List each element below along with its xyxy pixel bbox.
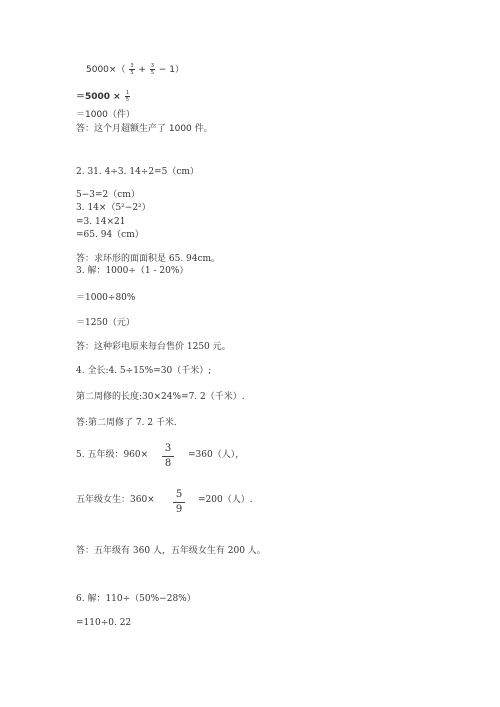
problem-5-result-2: =200（人）. — [198, 495, 253, 505]
answer-line-5: 答：五年级有 360 人，五年级女生有 200 人。 — [76, 546, 266, 556]
numerator: 5 — [173, 488, 185, 503]
problem-2-step-3: =3. 14×21 — [76, 217, 126, 227]
problem-6-line: 6. 解：110÷（50%−28%） — [76, 594, 196, 604]
problem-2-step-4: =65. 94（cm） — [76, 230, 144, 240]
answer-line-3: 答：这种彩电原来每台售价 1250 元。 — [76, 342, 231, 352]
problem-4-step-1: 第二周修的长度:30×24%=7. 2（千米）. — [76, 392, 245, 402]
equation-text: 5000×（ — [86, 65, 126, 75]
problem-2-step-2: 3. 14×（5²−2²） — [76, 203, 151, 213]
numerator: 1 — [125, 90, 130, 96]
answer-line-4: 答:第二周修了 7. 2 千米. — [76, 418, 177, 428]
problem-3-step-1: ＝1000÷80% — [76, 293, 136, 303]
numerator: 3 — [130, 63, 134, 69]
numerator: 3 — [162, 442, 174, 457]
numerator: 3 — [150, 63, 154, 69]
answer-line-2: 答：求环形的面面积是 65. 94cm。 — [76, 254, 221, 264]
problem-2-step-1: 5−3=2（cm） — [76, 190, 140, 200]
fraction — [173, 488, 185, 517]
fraction — [125, 90, 130, 103]
problem-2-line: 2. 31. 4÷3. 14÷2=5（cm） — [76, 167, 199, 177]
denominator: 5 — [150, 70, 154, 76]
equation-line-1 — [86, 63, 184, 76]
equation-line-2 — [76, 90, 131, 103]
denominator: 5 — [130, 70, 134, 76]
problem-5-result: =360（人）， — [188, 450, 245, 460]
operator: + — [138, 65, 146, 75]
problem-6-step-1: =110÷0. 22 — [76, 618, 132, 628]
answer-line-1: 答：这个月超额生产了 1000 件。 — [76, 124, 213, 134]
denominator: 8 — [164, 458, 172, 469]
fraction — [129, 63, 134, 76]
equation-text: 5. 五年级：960× — [76, 450, 149, 460]
denominator: 9 — [175, 504, 183, 515]
equation-text: 五年级女生：360× — [76, 495, 155, 505]
fraction — [162, 442, 174, 471]
denominator: 5 — [125, 97, 130, 103]
equation-line-3: ＝1000（件） — [76, 110, 135, 120]
fraction — [150, 63, 155, 76]
problem-3-line: 3. 解：1000÷（1 - 20%） — [76, 266, 189, 276]
problem-4-line: 4. 全长:4. 5÷15%=30（千米）; — [76, 366, 212, 376]
equation-text: − 1） — [158, 65, 185, 75]
problem-3-step-2: ＝1250（元） — [76, 318, 135, 328]
problem-5-line — [76, 449, 148, 461]
problem-5-line-2 — [76, 494, 155, 506]
equation-text: ＝5000 × — [76, 92, 121, 102]
